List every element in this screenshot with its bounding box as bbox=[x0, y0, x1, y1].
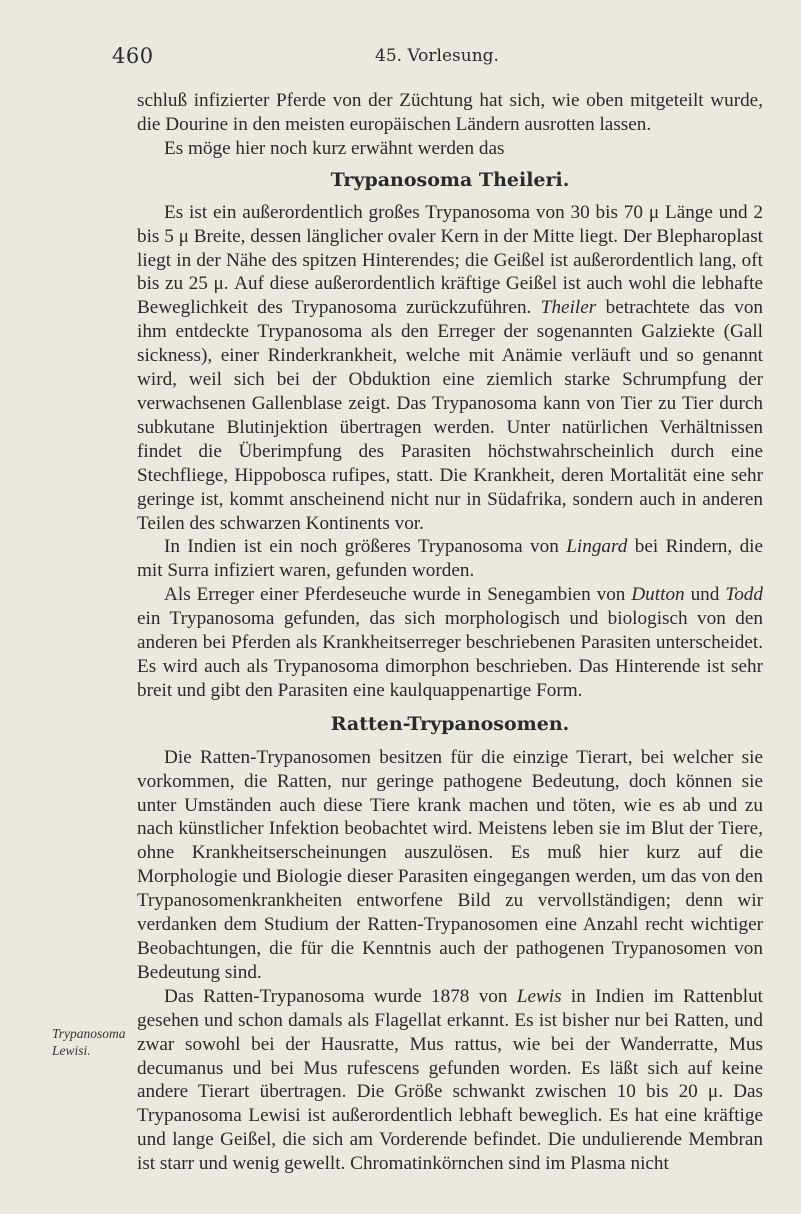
text-run: und bbox=[690, 584, 720, 606]
paragraph-lewisi bbox=[137, 985, 763, 1176]
paragraph-theileri bbox=[137, 201, 763, 536]
running-head: 45. Vorlesung. bbox=[375, 46, 499, 66]
text-run: bei Rindern, die mit Surra infiziert waren, gefunden worden. bbox=[137, 536, 764, 582]
margin-note: Trypanosoma Lewisi. bbox=[52, 1026, 126, 1058]
page-number: 460 bbox=[112, 44, 154, 68]
paragraph-continuation: schluß infizierter Pferde von der Züchtung hat sich, wie oben mitgeteilt wurde, die Dourine in den meisten europäischen Ländern ausrotten lassen. bbox=[137, 90, 763, 135]
text-run: betrachtete das von ihm entdeckte Trypanosoma als den Erreger der sogenannten Galziekte (Gall sickness), einer Rinderkrankheit, welche mit Anämie verläuft und so genannt wird, weil sich bei der Obduktion eine ziemlich starke Schrumpfung der verwachsenen Gallenblase zeigt. Das Trypanosoma kann von Tier zu Tier durch subkutane Blutinjektion übertragen werden. Unter natürlichen Verhältnissen findet die Überimpfung des Parasiten höchstwahrscheinlich durch eine Stechfliege, Hippobosca rufipes, statt. Die Krankheit, deren Mortalität eine sehr geringe ist, kommt anscheinend nicht nur in Südafrika, sondern auch in anderen Teilen des schwarzen Kontinents vor. bbox=[137, 297, 764, 534]
text-run: In Indien ist ein noch größeres Trypanosoma von bbox=[164, 536, 559, 558]
text-run: Das Ratten-Trypanosoma wurde 1878 von bbox=[164, 985, 508, 1007]
body-text bbox=[137, 89, 763, 1176]
text-run: Es ist ein außerordentlich großes Trypanosoma von 30 bis 70 μ Länge und 2 bis 5 μ Breite, dessen länglicher ovaler Kern in der Mitte liegt. Der Blepharoplast liegt in der Nähe des spitzen Hinterendes; die Geißel ist außerordentlich lang, oft bis zu 25 μ. Auf diese außerordentlich kräftige Geißel ist auch wohl die lebhafte Beweglichkeit des Trypanosoma zurückzuführen. bbox=[137, 201, 763, 319]
text-run: ein Trypanosoma gefunden, das sich morphologisch und biologisch von den anderen bei Pferden als Krankheitserreger beschriebenen Parasiten unterscheidet. Es wird auch als Trypanosoma dimorphon beschrieben. Das Hinterende ist sehr breit und gibt den Parasiten eine kaulquappenartige Form. bbox=[137, 608, 763, 701]
text-run: Als Erreger einer Pferdeseuche wurde in Senegambien von bbox=[164, 584, 626, 606]
paragraph-ratten: Die Ratten-Trypanosomen besitzen für die einzige Tierart, bei welcher sie vorkommen, die Ratten, nur geringe pathogene Bedeutung, doch können sie unter Umständen auch diese Tiere krank machen und töten, wie es ab und zu nach künstlicher Infektion beobachtet wird. Meistens leben sie im Blut der Tiere, ohne Krankheitserscheinungen auszulösen. Es muß hier kurz auf die Morphologie und Biologie dieser Parasiten eingegangen werden, um das von den Trypanosomenkrankheiten entworfene Bild zu vervollständigen; denn wir verdanken dem Studium der Ratten-Trypanosomen eine Anzahl recht wichtiger Beobachtungen, die für die Kenntnis auch der pathogenen Trypanosomen von Bedeutung sind. bbox=[137, 746, 763, 983]
section-heading-ratten: Ratten-Trypanosomen. bbox=[330, 712, 570, 735]
paragraph-india bbox=[137, 535, 763, 583]
author-name-lewis: Lewis bbox=[516, 985, 562, 1007]
paragraph-intro: Es möge hier noch kurz erwähnt werden das bbox=[164, 137, 505, 159]
page-header bbox=[112, 44, 762, 74]
author-name-dutton: Dutton bbox=[631, 584, 685, 606]
paragraph-senegambia bbox=[137, 583, 763, 703]
author-name-todd: Todd bbox=[725, 584, 763, 606]
section-heading-theileri: Trypanosoma Theileri. bbox=[330, 168, 570, 191]
author-name-theiler: Theiler bbox=[540, 297, 597, 319]
text-run: in Indien im Rattenblut gesehen und schon damals als Flagellat erkannt. Es ist bisher nur bei Ratten, und zwar sowohl bei der Hausratte, Mus rattus, wie bei der Wanderratte, Mus decumanus und bei Mus rufescens gefunden worden. Es läßt sich auf keine andere Tierart übertragen. Die Größe schwankt zwischen 10 bis 20 μ. Das Trypanosoma Lewisi ist außerordentlich lebhaft beweglich. Es hat eine kräftige und lange Geißel, die sich am Vorderende befindet. Die undulierende Membran ist starr und wenig gewellt. Chromatinkörnchen sind im Plasma nicht bbox=[137, 985, 763, 1175]
author-name-lingard: Lingard bbox=[566, 536, 628, 558]
